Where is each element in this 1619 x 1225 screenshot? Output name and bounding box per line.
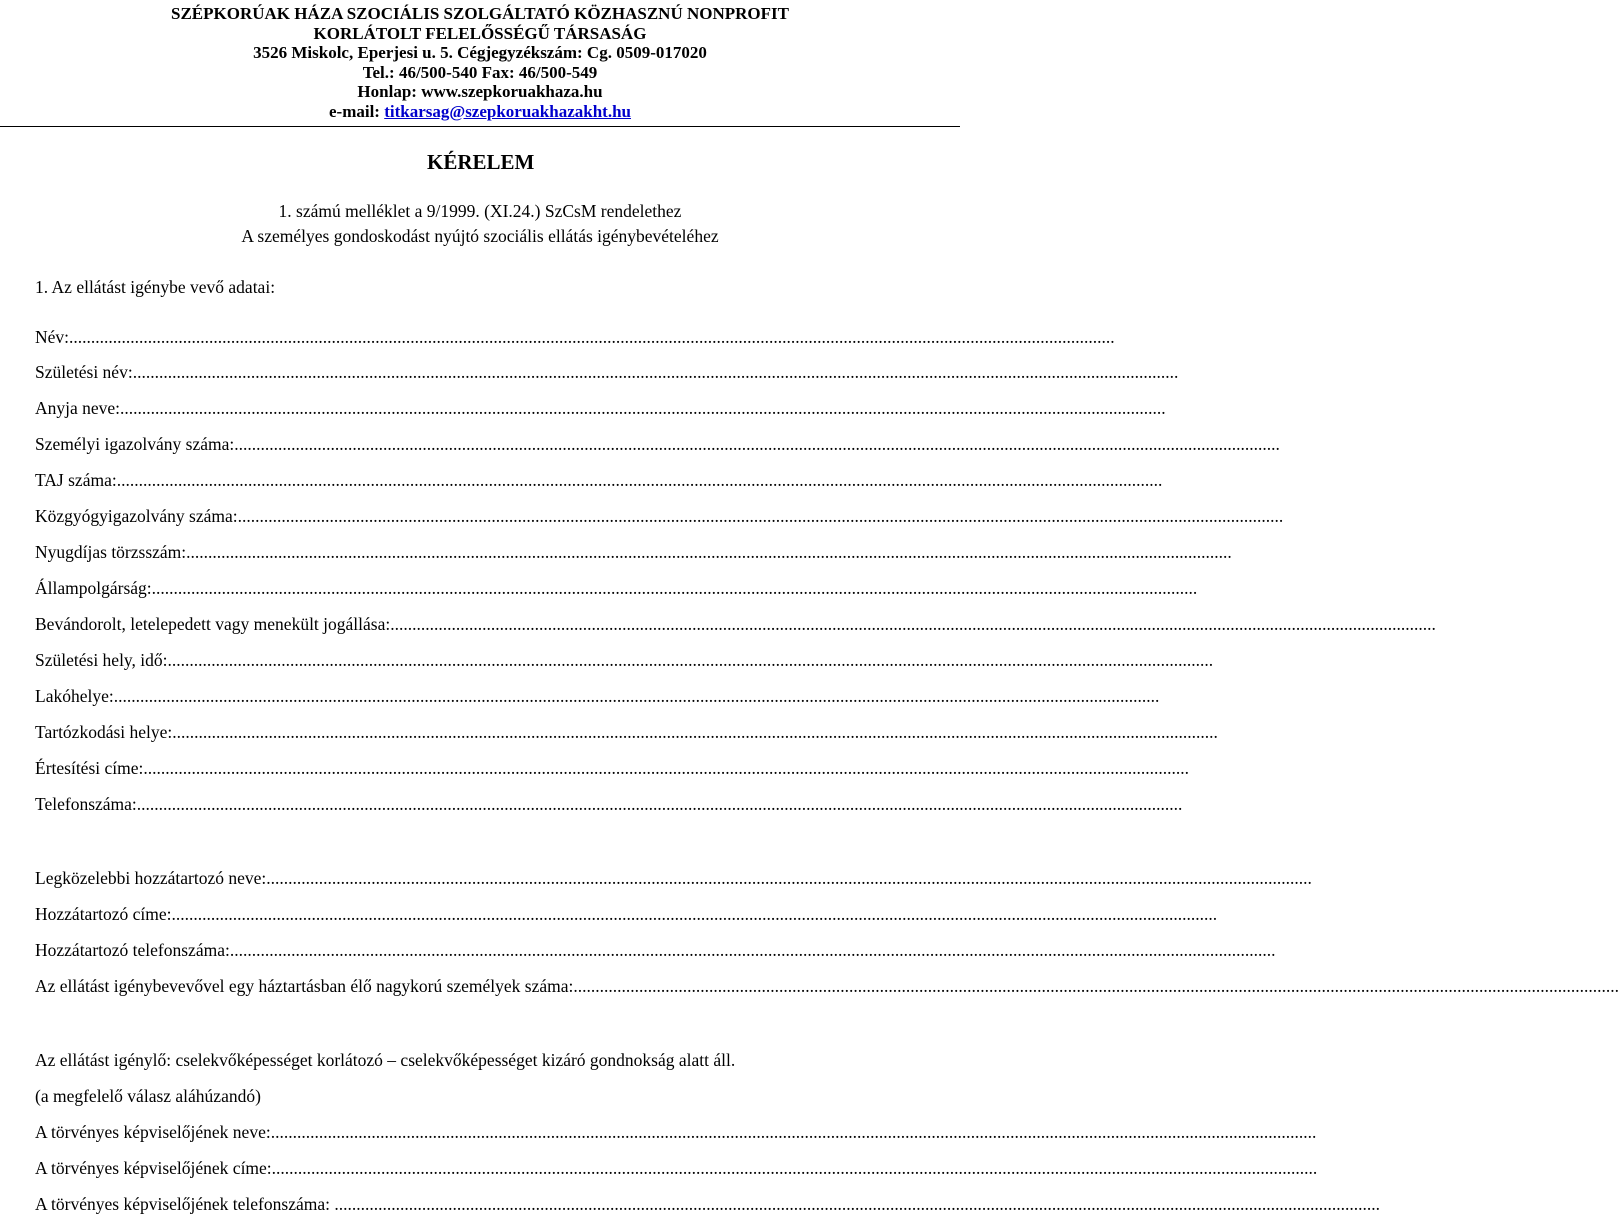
fill-in-dots: ............................................................................................................................................................................................................................................... bbox=[113, 686, 1160, 706]
fill-in-dots: ............................................................................................................................................................................................................................................... bbox=[186, 542, 1232, 562]
field-label: Legközelebbi hozzátartozó neve: bbox=[35, 868, 267, 888]
field-label: Telefonszáma: bbox=[35, 794, 137, 814]
field-label: Anyja neve: bbox=[35, 398, 121, 418]
fill-in-dots: ............................................................................................................................................................................................................................................... bbox=[573, 976, 1619, 996]
fill-in-dots: ............................................................................................................................................................................................................................................... bbox=[167, 650, 1214, 670]
form-field-mother-name[interactable] bbox=[35, 398, 1166, 422]
form-field-relative-name[interactable] bbox=[35, 868, 1312, 892]
fill-in-dots: ............................................................................................................................................................................................................................................... bbox=[116, 470, 1163, 490]
guardianship-statement[interactable]: Az ellátást igénylő: cselekvőképességet korlátozó – cselekvőképességet kizáró gondnokság alatt áll. bbox=[35, 1050, 736, 1070]
field-label: Nyugdíjas törzsszám: bbox=[35, 542, 187, 562]
field-label: Állampolgárság: bbox=[35, 578, 152, 598]
document-subtitle-purpose: A személyes gondoskodást nyújtó szociális ellátás igénybevételéhez bbox=[241, 226, 719, 246]
org-name-line1: SZÉPKORÚAK HÁZA SZOCIÁLIS SZOLGÁLTATÓ KÖZHASZNÚ NONPROFIT bbox=[171, 4, 789, 23]
form-field-representative-address[interactable] bbox=[35, 1158, 1318, 1182]
form-field-birth-name[interactable] bbox=[35, 362, 1179, 386]
form-field-relative-address[interactable] bbox=[35, 904, 1218, 928]
field-label: A törvényes képviselőjének neve: bbox=[35, 1122, 271, 1142]
fill-in-dots: ............................................................................................................................................................................................................................................... bbox=[136, 794, 1183, 814]
org-name-line2: KORLÁTOLT FELELŐSSÉGŰ TÁRSASÁG bbox=[313, 23, 647, 43]
field-label: Lakóhelye: bbox=[35, 686, 114, 706]
form-field-residence[interactable] bbox=[35, 686, 1160, 710]
form-field-id-card-number[interactable] bbox=[35, 434, 1280, 458]
fill-in-dots: ............................................................................................................................................................................................................................................... bbox=[171, 904, 1218, 924]
field-label: Név: bbox=[35, 327, 70, 347]
header-divider bbox=[0, 126, 960, 127]
section-1-title: 1. Az ellátást igénybe vevő adatai: bbox=[35, 277, 276, 297]
form-field-representative-phone[interactable] bbox=[35, 1194, 1380, 1218]
form-field-phone[interactable] bbox=[35, 794, 1183, 818]
field-label: Tartózkodási helye: bbox=[35, 722, 173, 742]
org-address: 3526 Miskolc, Eperjesi u. 5. Cégjegyzékszám: Cg. 0509-017020 bbox=[253, 43, 707, 62]
fill-in-dots: ............................................................................................................................................................................................................................................... bbox=[132, 362, 1179, 382]
form-field-public-health-card[interactable] bbox=[35, 506, 1284, 530]
fill-in-dots: ............................................................................................................................................................................................................................................... bbox=[151, 578, 1198, 598]
field-label: A törvényes képviselőjének telefonszáma: bbox=[35, 1194, 335, 1214]
fill-in-dots: ............................................................................................................................................................................................................................................... bbox=[334, 1194, 1380, 1214]
form-field-legal-status[interactable] bbox=[35, 614, 1436, 638]
org-email-line bbox=[0, 102, 960, 122]
field-label: Közgyógyigazolvány száma: bbox=[35, 506, 238, 526]
guardianship-note: (a megfelelő válasz aláhúzandó) bbox=[35, 1086, 261, 1106]
field-label: Bevándorolt, letelepedett vagy menekült jogállása: bbox=[35, 614, 391, 634]
org-phone-fax: Tel.: 46/500-540 Fax: 46/500-549 bbox=[362, 62, 598, 82]
form-field-relative-phone[interactable] bbox=[35, 940, 1276, 964]
field-label: Értesítési címe: bbox=[35, 758, 144, 778]
org-website: Honlap: www.szepkoruakhaza.hu bbox=[357, 82, 603, 101]
field-label: Az ellátást igénybevevővel egy háztartásban élő nagykorú személyek száma: bbox=[35, 976, 574, 996]
fill-in-dots: ............................................................................................................................................................................................................................................... bbox=[69, 327, 1115, 347]
fill-in-dots: ............................................................................................................................................................................................................................................... bbox=[143, 758, 1189, 778]
organization-header bbox=[0, 4, 960, 121]
form-field-name[interactable] bbox=[35, 327, 1115, 351]
form-field-citizenship[interactable] bbox=[35, 578, 1198, 602]
fill-in-dots: ............................................................................................................................................................................................................................................... bbox=[234, 434, 1280, 454]
document-title: KÉRELEM bbox=[427, 150, 535, 174]
field-label: Születési név: bbox=[35, 362, 133, 382]
form-field-place-of-stay[interactable] bbox=[35, 722, 1218, 746]
field-label: Születési hely, idő: bbox=[35, 650, 168, 670]
field-label: A törvényes képviselőjének címe: bbox=[35, 1158, 272, 1178]
email-link[interactable]: titkarsag@szepkoruakhazakht.hu bbox=[384, 101, 631, 121]
fill-in-dots: ............................................................................................................................................................................................................................................... bbox=[270, 1122, 1317, 1142]
fill-in-dots: ............................................................................................................................................................................................................................................... bbox=[266, 868, 1312, 888]
field-label: Személyi igazolvány száma: bbox=[35, 434, 235, 454]
document-subtitle-reference: 1. számú melléklet a 9/1999. (XI.24.) SzCsM rendelethez bbox=[278, 201, 682, 221]
email-label: e-mail: bbox=[328, 101, 385, 121]
form-field-notification-address[interactable] bbox=[35, 758, 1189, 782]
fill-in-dots: ............................................................................................................................................................................................................................................... bbox=[172, 722, 1218, 742]
field-label: Hozzátartozó címe: bbox=[35, 904, 172, 924]
form-field-birth-place-date[interactable] bbox=[35, 650, 1214, 674]
form-field-household-adults-count[interactable] bbox=[35, 976, 1619, 1000]
field-label: TAJ száma: bbox=[35, 470, 117, 490]
fill-in-dots: ............................................................................................................................................................................................................................................... bbox=[271, 1158, 1318, 1178]
field-label: Hozzátartozó telefonszáma: bbox=[35, 940, 230, 960]
form-field-pension-number[interactable] bbox=[35, 542, 1232, 566]
form-field-taj-number[interactable] bbox=[35, 470, 1163, 494]
form-field-representative-name[interactable] bbox=[35, 1122, 1317, 1146]
fill-in-dots: ............................................................................................................................................................................................................................................... bbox=[229, 940, 1276, 960]
fill-in-dots: ............................................................................................................................................................................................................................................... bbox=[237, 506, 1284, 526]
fill-in-dots: ............................................................................................................................................................................................................................................... bbox=[120, 398, 1166, 418]
fill-in-dots: ............................................................................................................................................................................................................................................... bbox=[390, 614, 1436, 634]
